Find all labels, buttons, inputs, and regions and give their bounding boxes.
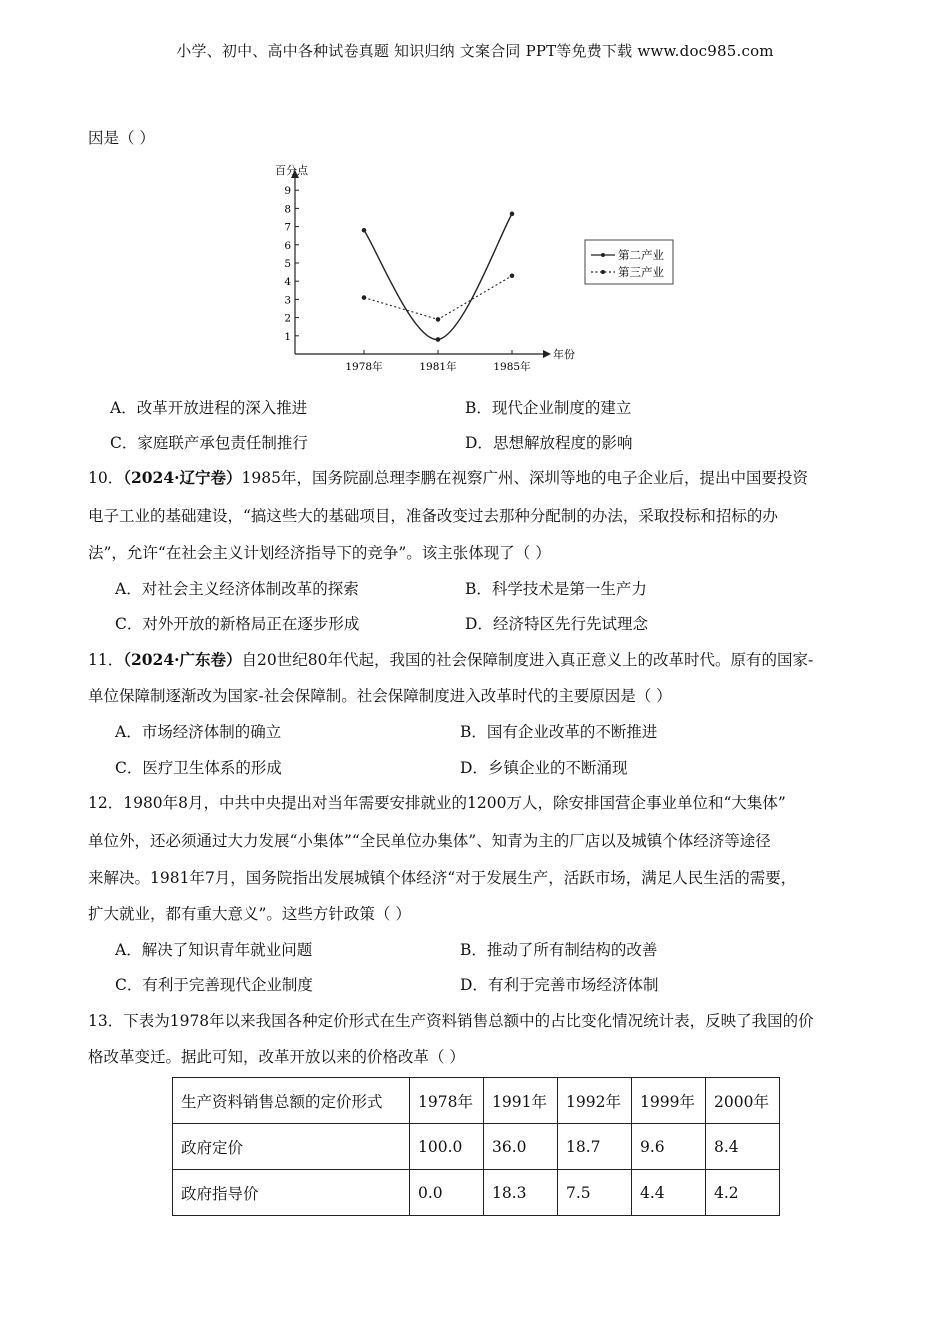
q12-option-d[interactable]: D．有利于完善市场经济体制 (460, 976, 659, 994)
y-tick-label: 6 (284, 239, 291, 252)
data-point (510, 273, 515, 278)
q10-stem-line1: 10．（2024·辽宁卷）1985年，国务院副总理李鹏在视察广州、深圳等地的电子企业后，提出中国要投资 (88, 468, 808, 487)
q12-option-b[interactable]: B．推动了所有制结构的改善 (460, 941, 658, 959)
data-point (436, 317, 441, 322)
legend-marker (601, 253, 605, 257)
y-tick-label: 2 (284, 312, 291, 325)
chart-axes (275, 163, 575, 373)
data-point (362, 295, 367, 300)
x-axis-label: 年份 (553, 348, 575, 361)
table-header-cell: 2000年 (706, 1078, 780, 1124)
x-tick-label: 1981年 (419, 361, 457, 373)
industry-growth-chart (265, 158, 685, 376)
table-header-cell: 1991年 (484, 1078, 558, 1124)
chart-marks (362, 212, 515, 342)
q9-stem-tail: 因是（ ） (88, 129, 155, 147)
chart-legend (585, 240, 673, 284)
data-point (362, 228, 367, 233)
table-row (173, 1124, 780, 1170)
y-tick-label: 8 (284, 203, 291, 216)
y-tick-label: 9 (284, 185, 291, 198)
y-tick-label: 5 (284, 258, 291, 270)
q12-option-a[interactable]: A．解决了知识青年就业问题 (115, 941, 313, 959)
table-cell: 4.2 (706, 1170, 780, 1216)
q11-option-d[interactable]: D．乡镇企业的不断涌现 (460, 759, 628, 777)
table-cell: 9.6 (632, 1124, 706, 1170)
q10-option-a[interactable]: A．对社会主义经济体制改革的探索 (115, 580, 359, 598)
q9-option-a[interactable]: A．改革开放进程的深入推进 (110, 399, 308, 417)
q10-stem-line3: 法”，允许“在社会主义计划经济指导下的竞争”。该主张体现了（ ） (88, 544, 551, 562)
table-cell: 100.0 (410, 1124, 484, 1170)
table-cell: 18.3 (484, 1170, 558, 1216)
x-tick-label: 1978年 (345, 361, 383, 373)
q11-stem-line2: 单位保障制逐渐改为国家-社会保障制。社会保障制度进入改革时代的主要原因是（ ） (88, 687, 672, 705)
q11-option-c[interactable]: C．医疗卫生体系的形成 (115, 759, 282, 777)
table-row (173, 1170, 780, 1216)
table-header-cell: 1978年 (410, 1078, 484, 1124)
q13-stem-line2: 格改革变迁。据此可知，改革开放以来的价格改革（ ） (88, 1048, 465, 1066)
page-header: 小学、初中、高中各种试卷真题 知识归纳 文案合同 PPT等免费下载 www.doc985.com (176, 42, 774, 60)
q9-option-c[interactable]: C．家庭联产承包责任制推行 (110, 434, 308, 452)
q11-stem-line1: 11．（2024·广东卷）自20世纪80年代起，我国的社会保障制度进入真正意义上的改革时代。原有的国家- (88, 650, 814, 669)
y-tick-label: 3 (284, 294, 291, 307)
table-header-cell: 1999年 (632, 1078, 706, 1124)
q12-stem-line2: 单位外，还必须通过大力发展“小集体”“全民单位办集体”、知青为主的厂店以及城镇个体经济等途径 (88, 832, 771, 850)
price-table (172, 1077, 780, 1216)
table-cell: 政府定价 (173, 1124, 410, 1170)
x-tick-label: 1985年 (493, 361, 531, 373)
q12-stem-line3: 来解决。1981年7月，国务院指出发展城镇个体经济“对于发展生产，活跃市场，满足人民生活的需要， (88, 869, 797, 887)
data-point (436, 337, 441, 342)
q12-option-c[interactable]: C．有利于完善现代企业制度 (115, 976, 313, 994)
series-line-tertiary-industry (364, 276, 512, 320)
table-cell: 18.7 (558, 1124, 632, 1170)
table-header-row (173, 1078, 780, 1124)
q9-option-d[interactable]: D．思想解放程度的影响 (465, 434, 633, 452)
q10-stem-line2: 电子工业的基础建设，“搞这些大的基础项目，准备改变过去那种分配制的办法，采取投标和招标的办 (88, 507, 778, 525)
q9-option-b[interactable]: B．现代企业制度的建立 (465, 399, 632, 417)
table-cell: 36.0 (484, 1124, 558, 1170)
table-cell: 7.5 (558, 1170, 632, 1216)
data-point (510, 212, 515, 217)
y-tick-label: 7 (284, 221, 291, 234)
y-axis-label: 百分点 (275, 164, 308, 177)
q10-option-c[interactable]: C．对外开放的新格局正在逐步形成 (115, 615, 360, 633)
q12-stem-line1: 12．1980年8月，中共中央提出对当年需要安排就业的1200万人，除安排国营企事业单位和“大集体” (88, 794, 786, 812)
table-header-cell: 生产资料销售总额的定价形式 (173, 1078, 410, 1124)
x-axis-arrow (543, 350, 551, 358)
table-cell: 政府指导价 (173, 1170, 410, 1216)
table-cell: 0.0 (410, 1170, 484, 1216)
y-tick-label: 1 (284, 330, 291, 343)
q12-stem-line4: 扩大就业，都有重大意义”。这些方针政策（ ） (88, 905, 411, 923)
legend-label: 第二产业 (618, 248, 664, 262)
table-header-cell: 1992年 (558, 1078, 632, 1124)
q11-option-b[interactable]: B．国有企业改革的不断推进 (460, 723, 658, 741)
q11-option-a[interactable]: A．市场经济体制的确立 (115, 723, 282, 741)
table-cell: 8.4 (706, 1124, 780, 1170)
table-cell: 4.4 (632, 1170, 706, 1216)
y-tick-label: 4 (284, 276, 291, 289)
q10-option-d[interactable]: D．经济特区先行先试理念 (465, 615, 648, 633)
q10-option-b[interactable]: B．科学技术是第一生产力 (465, 580, 647, 598)
legend-marker (601, 270, 605, 274)
legend-label: 第三产业 (618, 265, 664, 279)
q13-stem-line1: 13．下表为1978年以来我国各种定价形式在生产资料销售总额中的占比变化情况统计表，反映了我国的价 (88, 1012, 814, 1030)
